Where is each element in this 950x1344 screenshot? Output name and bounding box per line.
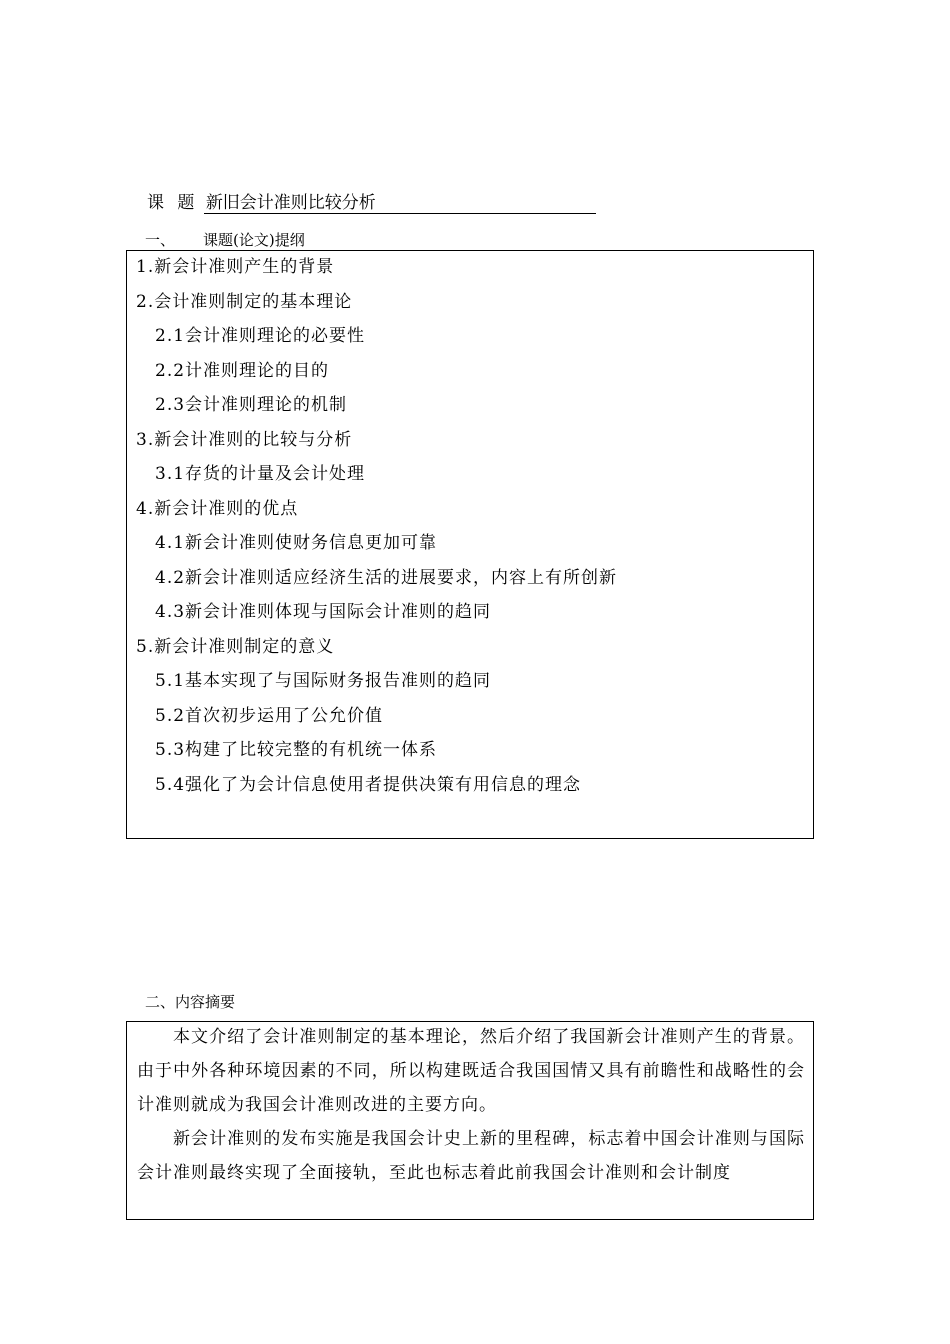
outline-heading bbox=[145, 231, 305, 249]
outline-heading-title: 课题(论文)提纲 bbox=[203, 231, 305, 249]
outline-item: 3.新会计准则的比较与分析 bbox=[136, 429, 353, 450]
topic-value: 新旧会计准则比较分析 bbox=[204, 193, 596, 214]
summary-paragraph: 新会计准则的发布实施是我国会计史上新的里程碑，标志着中国会计准则与国际会计准则最终实现了全面接轨，至此也标志着此前我国会计准则和会计制度 bbox=[137, 1129, 805, 1183]
outline-item: 4.2新会计准则适应经济生活的进展要求，内容上有所创新 bbox=[155, 567, 618, 588]
outline-item: 4.3新会计准则体现与国际会计准则的趋同 bbox=[155, 602, 492, 622]
outline-item: 1.新会计准则产生的背景 bbox=[136, 257, 335, 277]
outline-item: 2.会计准则制定的基本理论 bbox=[136, 291, 353, 312]
outline-item: 2.2计准则理论的目的 bbox=[155, 360, 330, 381]
outline-item: 4.新会计准则的优点 bbox=[136, 498, 299, 519]
outline-item: 3.1存货的计量及会计处理 bbox=[155, 464, 366, 484]
topic-line bbox=[147, 192, 596, 214]
outline-item: 5.3构建了比较完整的有机统一体系 bbox=[155, 740, 438, 760]
outline-list bbox=[127, 251, 813, 805]
outline-item: 5.新会计准则制定的意义 bbox=[136, 636, 335, 657]
topic-label: 课 题 bbox=[147, 193, 199, 213]
outline-item: 2.3会计准则理论的机制 bbox=[155, 395, 348, 415]
outline-item: 5.4强化了为会计信息使用者提供决策有用信息的理念 bbox=[155, 774, 582, 795]
outline-item: 2.1会计准则理论的必要性 bbox=[155, 326, 366, 346]
outline-heading-number: 一、 bbox=[145, 231, 176, 249]
outline-item: 4.1新会计准则使财务信息更加可靠 bbox=[155, 533, 438, 553]
outline-item: 5.2首次初步运用了公允价值 bbox=[155, 705, 384, 726]
summary-paragraph: 本文介绍了会计准则制定的基本理论，然后介绍了我国新会计准则产生的背景。由于中外各种环境因素的不同，所以构建既适合我国国情又具有前瞻性和战略性的会计准则就成为我国会计准则改进的主要方向。 bbox=[137, 1027, 805, 1115]
summary-heading: 二、内容摘要 bbox=[145, 993, 236, 1011]
outline-box bbox=[126, 250, 814, 839]
summary-box bbox=[126, 1021, 814, 1220]
summary-content bbox=[137, 1021, 805, 1190]
outline-item: 5.1基本实现了与国际财务报告准则的趋同 bbox=[155, 671, 492, 691]
